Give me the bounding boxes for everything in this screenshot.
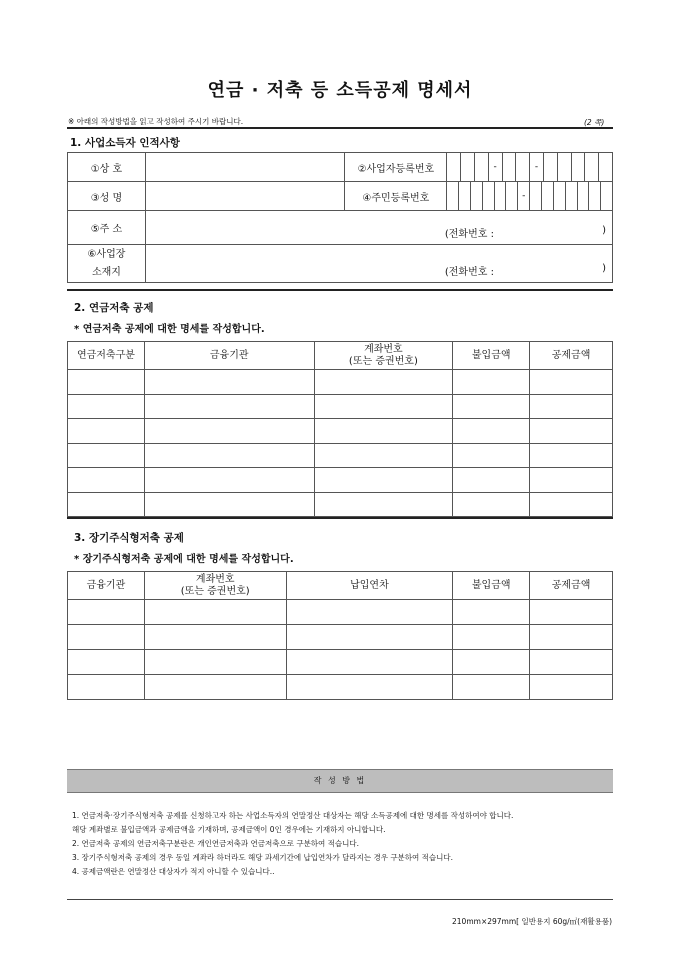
col-account-number xyxy=(314,342,453,370)
col-paid-amount: 불입금액 xyxy=(453,342,530,370)
business-location-field[interactable] xyxy=(145,245,612,283)
method-instructions xyxy=(72,809,617,879)
label-address: ⑤주 소 xyxy=(68,211,146,245)
address-field[interactable] xyxy=(145,211,612,245)
table-row xyxy=(68,419,613,444)
method-item-3: 3. 장기주식형저축 공제의 경우 동일 계좌라 하더라도 해당 과세기간에 납입연차가 달라지는 경우 구분하여 적습니다. xyxy=(72,853,454,862)
col-deduction-amount: 공제금액 xyxy=(530,342,613,370)
resident-dash: - xyxy=(517,182,529,210)
name-field[interactable] xyxy=(145,182,345,211)
label-business-location-line1: ⑥사업장 xyxy=(87,248,126,260)
paper-spec-footer: 210mm×297mm[ 일반용지 60g/㎡(재활용품) xyxy=(452,917,612,926)
label-resident-no: ④주민등록번호 xyxy=(345,182,447,211)
section1-table xyxy=(67,152,613,283)
section3-heading: 3. 장기주식형저축 공제 xyxy=(74,532,184,544)
col-deduction-amount-3: 공제금액 xyxy=(530,572,613,600)
col-account-number-line2: (또는 증권번호) xyxy=(348,355,418,367)
col-account-number-3-line2: (또는 증권번호) xyxy=(180,585,250,597)
col-account-number-line1: 계좌번호 xyxy=(364,344,403,355)
page-label: (2 쪽) xyxy=(584,118,605,127)
reg-dash-1: - xyxy=(488,153,502,181)
section1-end-rule xyxy=(67,289,613,291)
col-account-number-3 xyxy=(144,572,286,600)
col-financial-institution: 금융기관 xyxy=(144,342,314,370)
section1-heading: 1. 사업소득자 인적사항 xyxy=(70,137,180,149)
pension-savings-table xyxy=(67,341,613,517)
table-row xyxy=(68,492,613,517)
table-row xyxy=(68,468,613,493)
section2-subheading: * 연금저축 공제에 대한 명세를 작성합니다. xyxy=(74,324,265,335)
form-title: 연금 · 저축 등 소득공제 명세서 xyxy=(207,80,473,101)
address-phone-close: ) xyxy=(602,225,606,236)
table-row xyxy=(68,625,613,650)
section2-heading: 2. 연금저축 공제 xyxy=(74,302,154,314)
address-phone-label: (전화번호 : xyxy=(444,229,494,240)
table-row xyxy=(68,600,613,625)
label-business-reg-no: ②사업자등록번호 xyxy=(345,153,447,182)
bottom-rule xyxy=(67,899,613,900)
business-name-field[interactable] xyxy=(145,153,345,182)
method-item-4: 4. 공제금액란은 연말정산 대상자가 적지 아니할 수 있습니다.. xyxy=(72,867,275,876)
col-financial-institution-3: 금융기관 xyxy=(68,572,145,600)
col-paid-amount-3: 불입금액 xyxy=(453,572,530,600)
table-row xyxy=(68,650,613,675)
table-row xyxy=(68,370,613,395)
location-phone-label: (전화번호 : xyxy=(444,267,494,278)
label-business-name: ①상 호 xyxy=(68,153,146,182)
form-note: ※ 아래의 작성방법을 읽고 작성하여 주시기 바랍니다. xyxy=(68,117,244,126)
location-phone-close: ) xyxy=(602,263,606,274)
resident-no-field[interactable] xyxy=(447,182,613,211)
table-row xyxy=(68,443,613,468)
section2-end-rule xyxy=(67,517,613,519)
label-business-location-line2: 소재지 xyxy=(91,266,121,278)
label-business-location xyxy=(68,245,146,283)
reg-dash-2: - xyxy=(529,153,543,181)
method-item-2: 2. 연금저축 공제의 연금저축구분란은 개인연금저축과 연금저축으로 구분하여 적습니다. xyxy=(72,839,360,848)
table-row xyxy=(68,675,613,700)
col-pension-type: 연금저축구분 xyxy=(68,342,145,370)
method-title-band: 작 성 방 법 xyxy=(67,769,613,793)
section3-subheading: * 장기주식형저축 공제에 대한 명세를 작성합니다. xyxy=(74,554,294,565)
col-payment-year: 납입연차 xyxy=(286,572,453,600)
table-row xyxy=(68,394,613,419)
col-account-number-3-line1: 계좌번호 xyxy=(195,574,235,585)
label-name: ③성 명 xyxy=(68,182,146,211)
top-rule xyxy=(67,127,613,129)
method-item-1-cont: 해당 계좌별로 불입금액과 공제금액을 기재하며, 공제금액이 0인 경우에는 기재하지 아니합니다. xyxy=(72,825,386,834)
long-term-stock-savings-table xyxy=(67,571,613,700)
method-item-1: 1. 연금저축·장기주식형저축 공제를 신청하고자 하는 사업소득자의 연말정산 대상자는 해당 소득공제에 대한 명세를 작성하여야 합니다. xyxy=(72,811,514,820)
business-reg-no-field[interactable] xyxy=(447,153,613,182)
